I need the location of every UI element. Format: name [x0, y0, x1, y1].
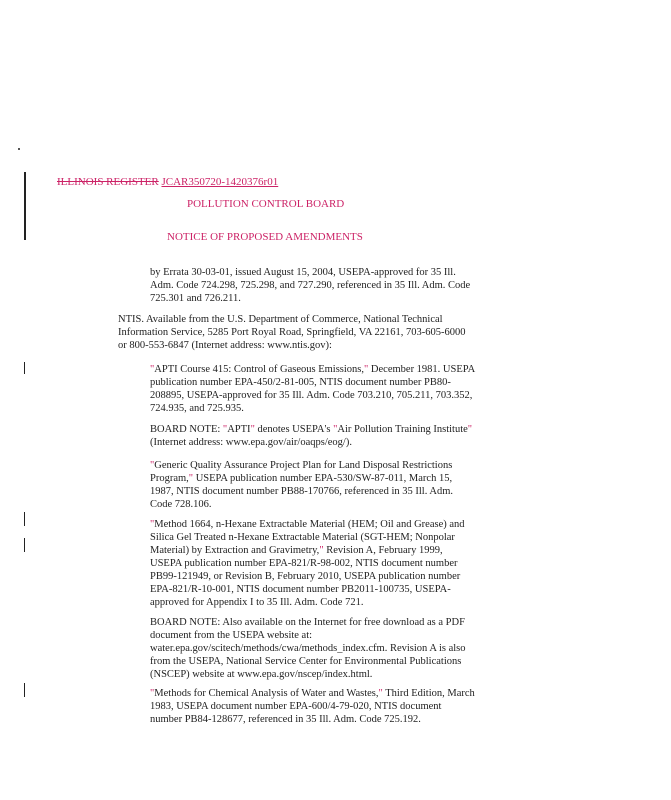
quote-mark: " [319, 545, 324, 556]
board-note-2 [150, 616, 475, 681]
method1664-text [150, 518, 475, 609]
qapp-title: Generic Quality Assurance Project Plan for Land Disposal Restrictions Program, [150, 460, 453, 484]
quote-mark: " [378, 688, 383, 699]
chemical-details: Third Edition, March 1983, USEPA document number EPA-600/4-79-020, NTIS document number PB84-128677, referenced in 35 Ill. Adm. Code 725.192. [150, 688, 475, 725]
ntis-paragraph [118, 313, 473, 352]
quote-mark: " [150, 688, 155, 699]
quote-mark: " [333, 424, 338, 435]
change-bar [24, 538, 25, 552]
register-struck: ILLINOIS REGISTER [57, 176, 159, 188]
board-note-2-text: BOARD NOTE: Also available on the Internet for free download as a PDF document from the USEPA website at: water.epa.gov/scitech/methods/cwa/methods_index.cfm. Revision A is also from the USEPA, National Service Center for Environmental Publications (NSCEP) website at www.epa.gov/nscep/index.html. [150, 617, 466, 680]
change-bar [24, 683, 25, 697]
ntis-text: NTIS. Available from the U.S. Department of Commerce, National Technical Information Service, 5285 Port Royal Road, Springfield, VA 22161, 703-605-6000 or 800-553-6847 (Internet address: www.ntis.gov): [118, 314, 466, 351]
institute-name: Air Pollution Training Institute [337, 424, 468, 435]
qapp-paragraph [150, 459, 475, 511]
quote-mark: " [150, 519, 155, 530]
quote-mark: " [250, 424, 255, 435]
apti-title: APTI Course 415: Control of Gaseous Emissions, [154, 364, 364, 375]
board-note-label: BOARD NOTE: [150, 424, 223, 435]
errata-text: by Errata 30-03-01, issued August 15, 2004, USEPA-approved for 35 Ill. Adm. Code 724.298, 725.298, and 727.290, referenced in 35 Ill. Adm. Code 725.301 and 726.211. [150, 267, 471, 304]
quote-mark: " [467, 424, 473, 435]
register-code: JCAR350720-1420376r01 [161, 176, 279, 188]
apti-details: December 1981. USEPA publication number EPA-450/2-81-005, NTIS document number PB80-208895, USEPA-approved for 35 Ill. Adm. Code 703.210, 705.211, 703.352, 724.935, and 725.935. [150, 364, 475, 414]
apti-term: APTI [227, 424, 251, 435]
apti-paragraph [150, 363, 475, 415]
notice-title: NOTICE OF PROPOSED AMENDMENTS [167, 231, 363, 243]
quote-mark: " [188, 473, 194, 484]
change-bar [24, 512, 25, 526]
board-note-1-text [150, 423, 475, 449]
quote-mark: " [150, 364, 155, 375]
quote-mark: " [222, 424, 228, 435]
method1664-details: Revision A, February 1999, USEPA publication number EPA-821/R-98-002, NTIS document number PB99-121949, or Revision B, February 2010, USEPA publication number EPA-821/R-10-001, NTIS document number PB2011-100735, USEPA-approved for Appendix I to 35 Ill. Adm. Code 721. [150, 545, 461, 608]
chemical-title: Methods for Chemical Analysis of Water and Wastes, [154, 688, 379, 699]
errata-paragraph [150, 266, 475, 305]
method1664-paragraph [150, 518, 475, 609]
quote-mark: " [150, 460, 155, 471]
change-bar [24, 362, 25, 374]
board-title: POLLUTION CONTROL BOARD [187, 198, 345, 210]
note-post: (Internet address: www.epa.gov/air/oaqps/eog/). [150, 437, 352, 448]
scan-speck [18, 148, 20, 150]
chemical-text [150, 687, 475, 726]
quote-mark: " [364, 364, 369, 375]
board-note-1 [150, 423, 475, 449]
qapp-text [150, 459, 475, 511]
chemical-paragraph [150, 687, 475, 726]
method1664-title: Method 1664, n-Hexane Extractable Material (HEM; Oil and Grease) and Silica Gel Treated n-Hexane Extractable Material (SGT-HEM; Nonpolar Material) by Extraction and Gravimetry, [150, 519, 465, 556]
qapp-details: USEPA publication number EPA-530/SW-87-011, March 15, 1987, NTIS document number PB88-170766, referenced in 35 Ill. Adm. Code 728.106. [150, 473, 453, 510]
apti-text [150, 363, 475, 415]
register-header [57, 176, 278, 188]
note-mid: denotes USEPA's [254, 424, 334, 435]
change-bar [24, 172, 26, 240]
